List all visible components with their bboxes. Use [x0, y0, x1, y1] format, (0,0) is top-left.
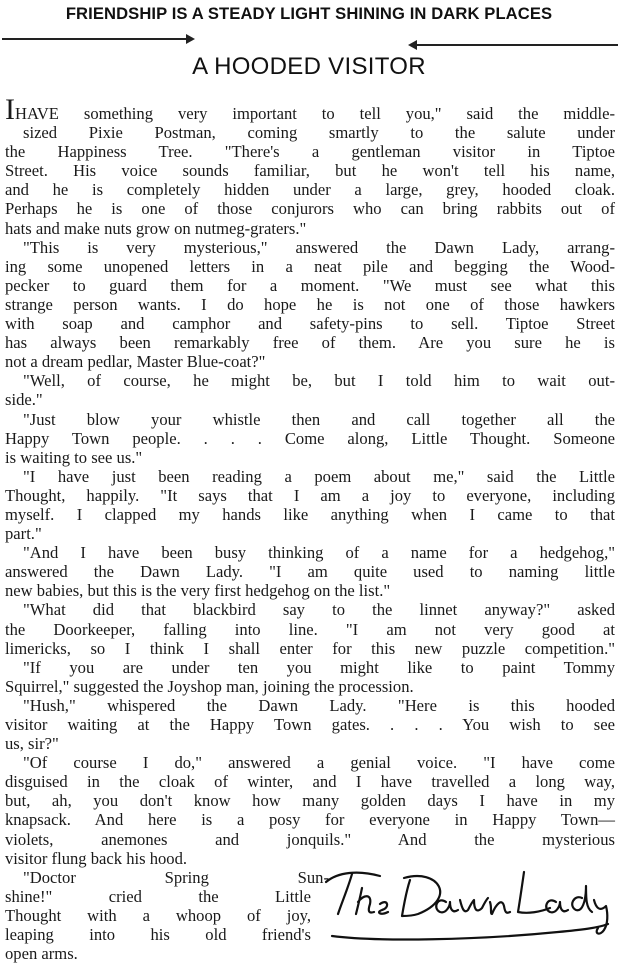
header-rule-left: [2, 38, 190, 40]
body-line: hats and make nuts grow on nutmeg-graters.": [5, 218, 307, 238]
header-rule-right: [414, 44, 618, 46]
body-line: but, ah, you don't know how many golden days I have in my: [5, 791, 615, 811]
body-line: not a dream pedlar, Master Blue-coat?": [5, 352, 266, 372]
body-line: open arms.: [5, 944, 78, 963]
body-line: strange person wants. I do hope he is not one of those hawkers: [5, 294, 615, 314]
body-line: "I have just been reading a poem about me," said the Little: [23, 466, 615, 486]
body-line: IHAVE something very important to tell you," said the middle-: [5, 93, 615, 126]
body-line: Perhaps he is one of those conjurors who can bring rabbits out of: [5, 199, 615, 219]
body-line: answered the Dawn Lady. "I am quite used to naming little: [5, 562, 615, 582]
body-line: Thought with a whoop of joy,: [5, 905, 311, 925]
body-line: shine!" cried the Little: [5, 886, 311, 906]
body-line: "Doctor Spring Sun-: [23, 867, 329, 887]
body-line: part.": [5, 524, 42, 544]
body-line: "What did that blackbird say to the linnet anyway?" asked: [23, 600, 615, 620]
body-line: sized Pixie Postman, coming smartly to the salute under: [23, 123, 615, 143]
header-arrow-right-icon: [186, 34, 195, 44]
body-line: "Well, of course, he might be, but I told him to wait out-: [23, 371, 615, 391]
body-line: knapsack. And here is a posy for everyone in Happy Town—: [5, 810, 615, 830]
body-line: "Of course I do," answered a genial voice. "I have come: [23, 753, 615, 773]
article-title: A HOODED VISITOR: [192, 53, 426, 80]
body-line: limericks, so I think I shall enter for this new puzzle competition.": [5, 638, 615, 658]
body-line: "This is very mysterious," answered the Dawn Lady, arrang-: [23, 237, 615, 257]
body-line: the Happiness Tree. "There's a gentleman visitor in Tiptoe: [5, 142, 615, 162]
body-line: myself. I clapped my hands like anything when I came to that: [5, 504, 615, 524]
body-line: pecker to guard them for a moment. "We must see what this: [5, 275, 615, 295]
body-line: and he is completely hidden under a large, grey, hooded cloak.: [5, 180, 615, 200]
header-motto: FRIENDSHIP IS A STEADY LIGHT SHINING IN DARK PLACES: [65, 4, 553, 23]
header-arrow-left-icon: [408, 40, 417, 50]
article-body: [5, 93, 615, 963]
body-line: "Just blow your whistle then and call together all the: [23, 409, 615, 429]
body-line: "If you are under ten you might like to paint Tommy: [23, 657, 615, 677]
dawn-lady-signature: [318, 858, 614, 950]
body-line: new babies, but this is the very first hedgehog on the list.": [5, 581, 391, 601]
body-line: visitor flung back his hood.: [5, 848, 188, 868]
body-line: side.": [5, 390, 43, 410]
body-line: Street. His voice sounds familiar, but he won't tell his name,: [5, 161, 615, 181]
body-line: "And I have been busy thinking of a name for a hedgehog,": [23, 543, 615, 563]
body-line: Squirrel," suggested the Joyshop man, joining the procession.: [5, 676, 414, 696]
body-line: "Hush," whispered the Dawn Lady. "Here is this hooded: [23, 695, 615, 715]
body-line: us, sir?": [5, 734, 59, 754]
body-line: has always been remarkably free of them. Are you sure he is: [5, 333, 615, 353]
body-line: with soap and camphor and safety-pins to sell. Tiptoe Street: [5, 314, 615, 334]
drop-cap: I: [5, 93, 15, 126]
body-line: violets, anemones and jonquils." And the mysterious: [5, 829, 615, 849]
body-line: Happy Town people. . . . Come along, Little Thought. Someone: [5, 428, 615, 448]
body-line: disguised in the cloak of winter, and I have travelled a long way,: [5, 772, 615, 792]
body-line: the Doorkeeper, falling into line. "I am not very good at: [5, 619, 615, 639]
body-line: is waiting to see us.": [5, 447, 143, 467]
body-line: leaping into his old friend's: [5, 925, 311, 945]
body-line: ing some unopened letters in a neat pile and begging the Wood-: [5, 256, 615, 276]
body-line: Thought, happily. "It says that I am a joy to everyone, including: [5, 485, 615, 505]
body-line: visitor waiting at the Happy Town gates. . . . You wish to see: [5, 715, 615, 734]
